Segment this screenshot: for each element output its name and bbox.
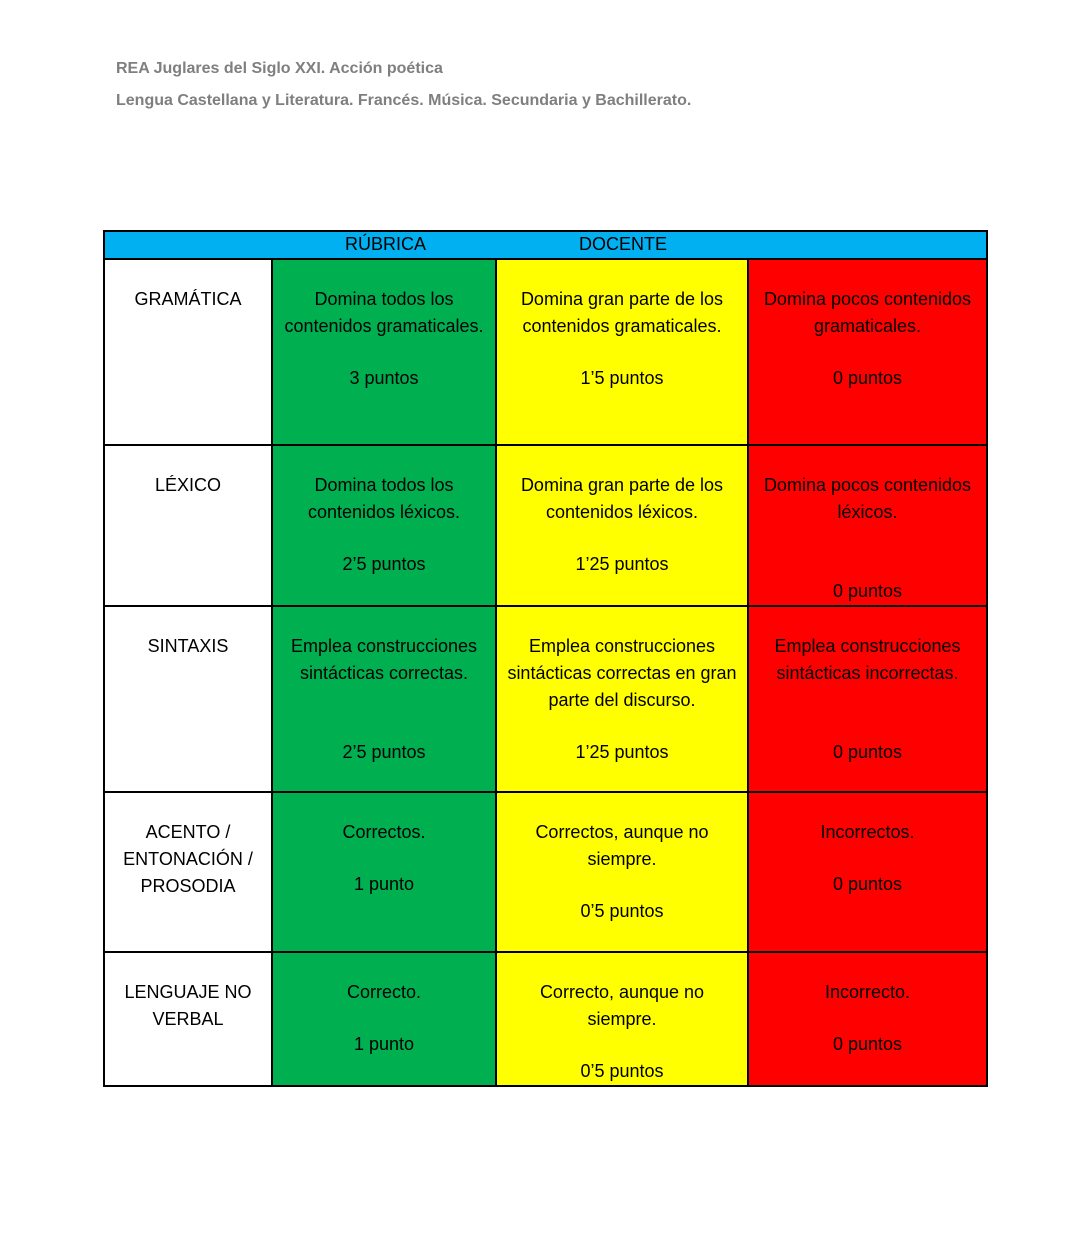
level-text: Domina todos los contenidos léxicos.	[307, 475, 461, 522]
level-low-cell	[748, 445, 987, 606]
table-header-row	[104, 231, 987, 259]
rubric-table	[103, 230, 988, 1087]
level-points: 1 punto	[353, 1034, 415, 1054]
table-row	[104, 445, 987, 606]
criterion-label: GRAMÁTICA	[134, 289, 242, 309]
level-points: 2’5 puntos	[342, 742, 426, 762]
level-points: 2’5 puntos	[342, 554, 426, 574]
level-mid-cell	[496, 606, 748, 792]
level-low-cell	[748, 606, 987, 792]
level-text: Emplea construcciones sintácticas correctas en gran parte del discurso.	[507, 636, 737, 710]
level-text: Incorrectos.	[820, 822, 915, 842]
level-high-cell	[272, 606, 496, 792]
criterion-label: LÉXICO	[154, 475, 222, 495]
criterion-cell	[104, 952, 272, 1086]
level-points: 0’5 puntos	[580, 1061, 664, 1081]
table-row	[104, 259, 987, 445]
level-points: 0 puntos	[832, 742, 903, 762]
level-text: Domina pocos contenidos léxicos.	[763, 475, 972, 522]
level-points: 1’5 puntos	[580, 368, 664, 388]
level-text: Correctos.	[342, 822, 426, 842]
level-points: 1’25 puntos	[575, 742, 669, 762]
level-text: Domina todos los contenidos gramaticales.	[284, 289, 484, 336]
level-text: Domina gran parte de los contenidos gramaticales.	[520, 289, 724, 336]
header-docente: DOCENTE	[579, 234, 668, 254]
level-points: 0 puntos	[832, 874, 903, 894]
level-high-cell	[272, 792, 496, 952]
level-text: Emplea construcciones sintácticas incorrectas.	[774, 636, 961, 683]
level-points: 3 puntos	[349, 368, 419, 388]
level-high-cell	[272, 952, 496, 1086]
level-low-cell	[748, 952, 987, 1086]
level-text: Incorrecto.	[824, 982, 911, 1002]
level-points: 0’5 puntos	[580, 901, 664, 921]
level-text: Domina pocos contenidos gramaticales.	[763, 289, 972, 336]
document-title: REA Juglares del Siglo XXI. Acción poética	[116, 60, 443, 77]
level-text: Correcto.	[346, 982, 422, 1002]
level-points: 1’25 puntos	[575, 554, 669, 574]
criterion-label: SINTAXIS	[147, 636, 229, 656]
level-text: Domina gran parte de los contenidos léxicos.	[520, 475, 724, 522]
level-points: 0 puntos	[832, 368, 903, 388]
criterion-label: LENGUAJE NO VERBAL	[124, 982, 252, 1029]
level-mid-cell	[496, 952, 748, 1086]
level-high-cell	[272, 259, 496, 445]
header-rubrica: RÚBRICA	[345, 234, 427, 254]
level-mid-cell	[496, 792, 748, 952]
level-low-cell	[748, 259, 987, 445]
criterion-label: ACENTO / ENTONACIÓN / PROSODIA	[123, 822, 253, 896]
table-row	[104, 952, 987, 1086]
table-row	[104, 606, 987, 792]
level-points: 1 punto	[353, 874, 415, 894]
criterion-cell	[104, 259, 272, 445]
criterion-cell	[104, 445, 272, 606]
level-text: Emplea construcciones sintácticas correctas.	[290, 636, 478, 683]
level-points: 0 puntos	[832, 581, 903, 601]
table-row	[104, 792, 987, 952]
document-subtitle: Lengua Castellana y Literatura. Francés. Música. Secundaria y Bachillerato.	[116, 92, 692, 109]
level-text: Correctos, aunque no siempre.	[535, 822, 709, 869]
level-low-cell	[748, 792, 987, 952]
level-mid-cell	[496, 445, 748, 606]
level-points: 0 puntos	[832, 1034, 903, 1054]
level-high-cell	[272, 445, 496, 606]
table-header-cell	[104, 231, 987, 259]
level-text: Correcto, aunque no siempre.	[539, 982, 705, 1029]
level-mid-cell	[496, 259, 748, 445]
criterion-cell	[104, 606, 272, 792]
criterion-cell	[104, 792, 272, 952]
